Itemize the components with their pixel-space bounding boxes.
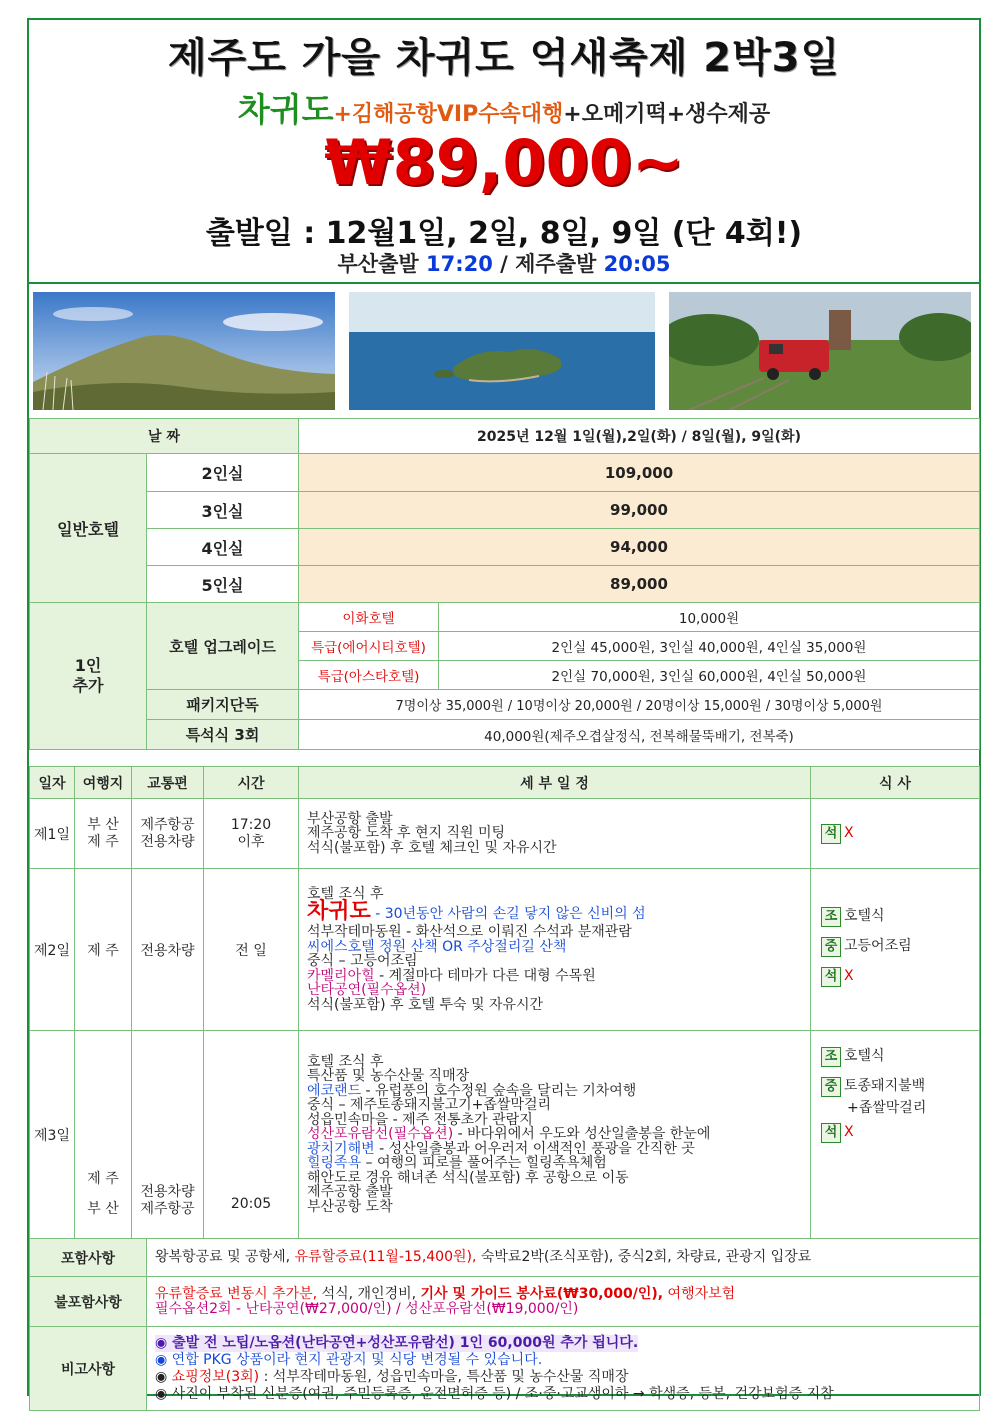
meal-row (821, 1075, 979, 1097)
jeju-departure-label: 제주출발 (515, 252, 597, 276)
room-price: 99,000 (299, 492, 980, 529)
room-type: 3인실 (147, 492, 299, 529)
detail-line: 중식 – 제주토종돼지불고기+좁쌀막걸리 (307, 1097, 552, 1114)
room-price: 109,000 (299, 454, 980, 492)
date-label: 날 짜 (30, 419, 299, 454)
jeju-departure-time: 20:05 (603, 252, 671, 276)
detail-line (307, 901, 810, 925)
detail-line: 난타공연(필수옵션) (307, 982, 427, 999)
place-to: 부 산 (87, 1201, 119, 1217)
notes-label: 비고사항 (30, 1327, 147, 1411)
day-label: 제3일 (30, 1031, 75, 1239)
attraction-name: 힐링족욕 (307, 1155, 362, 1172)
exclude-text (147, 1277, 980, 1327)
upgrade-price: 2인실 70,000원, 3인실 60,000원, 4인실 50,000원 (439, 661, 980, 690)
date-value: 2025년 12월 1일(월),2일(화) / 8일(월), 9일(화) (299, 419, 980, 454)
photo-oreum-hill (33, 292, 335, 410)
transport-2: 전용차량 (140, 833, 195, 850)
price: ₩89,000~ (324, 126, 684, 199)
price-table (29, 418, 980, 750)
day-label: 제1일 (30, 799, 75, 869)
busan-departure-label: 부산출발 (337, 252, 419, 276)
place-from: 부 산 (87, 816, 119, 833)
place: 제 주 (75, 869, 132, 1031)
meal-text: X (844, 1124, 854, 1140)
col-header-time: 시간 (204, 767, 299, 799)
shopping-info: 쇼핑정보(3회) (171, 1368, 260, 1385)
meal-text: 토종돼지불백 (844, 1078, 926, 1094)
departure-times (29, 248, 979, 278)
time-1: 17:20 (230, 816, 272, 833)
room-type: 2인실 (147, 454, 299, 492)
detail (299, 1031, 811, 1239)
col-header-day: 일자 (30, 767, 75, 799)
place-to: 제 주 (87, 833, 119, 850)
detail (299, 869, 811, 1031)
upgrade-hotel: 이화호텔 (299, 603, 439, 632)
exclude-insurance: 여행자보험 (663, 1285, 736, 1302)
detail-line: 부산공항 도착 (307, 1198, 393, 1215)
schedule-table (29, 766, 980, 1239)
subtitle-airport: +김해공항VIP수속대행 (333, 102, 564, 127)
meal (811, 799, 980, 869)
detail-line (307, 1127, 810, 1142)
transport: 전용차량 (132, 869, 204, 1031)
room-type: 5인실 (147, 566, 299, 603)
note-line: ◉ 출발 전 노팁/노옵션(난타공연+성산포유람선) 1인 60,000원 추가 됩니다. (155, 1334, 639, 1351)
package-value: 7명이상 35,000원 / 10명이상 20,000원 / 20명이상 15,000원 / 30명이상 5,000원 (299, 690, 980, 720)
transport (132, 799, 204, 869)
special-meal-label: 특석식 3회 (147, 720, 299, 750)
attraction-desc: - 유럽풍의 호수정원 숲속을 달리는 기차여행 (361, 1082, 637, 1099)
extra-label (30, 603, 147, 750)
day-label: 제2일 (30, 869, 75, 1031)
upgrade-price: 2인실 45,000원, 3인실 40,000원, 4인실 35,000원 (439, 632, 980, 661)
exclude-part: 석식, 개인경비, (317, 1285, 421, 1302)
attraction-desc: - 바다위에서 우도와 성산일출봉을 한눈에 (453, 1126, 711, 1143)
meal-row (821, 965, 979, 995)
meal-row (821, 935, 979, 965)
meal (811, 869, 980, 1031)
detail-line: 씨에스호텔 정원 산책 OR 주상절리길 산책 (307, 938, 567, 955)
place (75, 799, 132, 869)
meal-text: 호텔식 (844, 1048, 885, 1064)
meal-text-extra: +좁쌀막걸리 (847, 1100, 927, 1116)
header (29, 20, 979, 282)
photo-ecoland-train (669, 292, 971, 410)
note-line: ◉ 사진이 부착된 신분증(여권, 주민등록증, 운전면허증 등) / 조·중·고교생이하 → 학생증, 등본, 건강보험증 지참 (155, 1385, 834, 1402)
meal-badge: 석 (821, 1123, 841, 1143)
separator: / (500, 252, 508, 276)
transport-1: 제주항공 (140, 816, 195, 833)
meal-badge: 석 (821, 824, 841, 844)
package-label: 패키지단독 (147, 690, 299, 720)
meal-badge: 조 (821, 907, 841, 927)
note-line (155, 1369, 979, 1386)
meal-badge: 중 (821, 1077, 841, 1097)
highlight-desc: - 30년동안 사람의 손길 닿지 않은 신비의 섬 (370, 906, 646, 923)
time-2: 이후 (237, 833, 265, 850)
transport-2: 제주항공 (140, 1201, 195, 1217)
room-price: 94,000 (299, 529, 980, 566)
include-label: 포함사항 (30, 1239, 147, 1277)
detail-line: 석부작테마동원 - 화산석으로 이뤄진 수석과 분재관람 (307, 924, 632, 941)
col-header-transport: 교통편 (132, 767, 204, 799)
include-text (147, 1239, 980, 1277)
detail-line: 부산공항 출발 (307, 810, 393, 827)
attraction-name: 성산포유람선(필수옵션) (307, 1126, 454, 1143)
attraction-desc: – 여행의 피로를 풀어주는 힐링족욕체험 (361, 1155, 607, 1172)
attraction-name: 카멜리아힐 (307, 967, 375, 984)
detail-line (307, 1156, 810, 1171)
schedule-row-day2 (30, 869, 980, 1031)
place-from: 제 주 (87, 1171, 119, 1187)
subtitle-highlight: 차귀도 (237, 90, 334, 129)
info-table (29, 1238, 980, 1411)
meal-row (821, 1045, 979, 1075)
highlight-chagwido: 차귀도 (307, 899, 371, 925)
detail-line: 중식 – 고등어조림 (307, 953, 418, 970)
detail-line: 해안도로 경유 해녀존 석식(불포함) 후 공항으로 이동 (307, 1169, 629, 1186)
place (75, 1031, 132, 1239)
exclude-line (155, 1287, 979, 1302)
meal-text: X (844, 967, 854, 984)
upgrade-hotel: 특급(아스타호텔) (299, 661, 439, 690)
special-meal-value: 40,000원(제주오겹살정식, 전복해물뚝배기, 전복죽) (299, 720, 980, 750)
meal-text: X (844, 824, 854, 841)
time: 20:05 (204, 1031, 299, 1239)
upgrade-price: 10,000원 (439, 603, 980, 632)
attraction-desc: - 계절마다 테마가 다른 대형 수목원 (374, 967, 596, 984)
extra-label-line2: 추가 (72, 676, 104, 695)
include-part: 왕복항공료 및 공항세, (155, 1249, 295, 1265)
departure-dates: 출발일 : 12월1일, 2일, 8일, 9일 (단 4회!) (205, 216, 803, 251)
detail-line: 제주공항 도착 후 현지 직원 미팅 (307, 825, 506, 842)
meal-badge: 중 (821, 937, 841, 957)
detail-line: 성읍민속마을 - 제주 전통초가 관람지 (307, 1111, 533, 1128)
hotel-label: 일반호텔 (30, 454, 147, 603)
bullet: ◉ (155, 1368, 172, 1385)
exclude-options: 필수옵션2회 - 난타공연(₩27,000/인) / 성산포유람선(₩19,000/인) (155, 1300, 579, 1317)
flyer (27, 18, 981, 1402)
busan-departure-time: 17:20 (425, 252, 493, 276)
schedule-row-day3 (30, 1031, 980, 1239)
schedule-row-day1 (30, 799, 980, 869)
meal-text: 고등어조림 (844, 937, 912, 954)
detail-line: 호텔 조식 후 (307, 1053, 384, 1070)
shopping-list: : 석부작테마동원, 성읍민속마을, 특산품 및 농수산물 직매장 (259, 1368, 629, 1385)
exclude-label: 불포함사항 (30, 1277, 147, 1327)
notes (147, 1327, 980, 1411)
page-title: 제주도 가을 차귀도 억새축제 2박3일 (167, 35, 841, 81)
photo-chagwido-island (349, 292, 655, 410)
detail-line: 호텔 조식 후 (307, 885, 384, 902)
transport (132, 1031, 204, 1239)
upgrade-hotel: 특급(에어시티호텔) (299, 632, 439, 661)
meal-row (821, 905, 979, 935)
meal-badge: 조 (821, 1047, 841, 1067)
meal (811, 1031, 980, 1239)
subtitle-extras: +오메기떡+생수제공 (563, 102, 771, 127)
extra-label-line1: 1인 (74, 656, 102, 675)
meal-row (821, 1121, 979, 1151)
detail-line: 제주공항 출발 (307, 1184, 393, 1201)
include-fuel: 유류할증료(11월-15,400원), (294, 1249, 477, 1265)
exclude-tip: 기사 및 가이드 봉사료(₩30,000/인), (420, 1285, 664, 1302)
col-header-meal: 식 사 (811, 767, 980, 799)
attraction-desc: - 성산일출봉과 어우러저 이색적인 풍광을 간직한 곳 (374, 1140, 695, 1157)
col-header-place: 여행지 (75, 767, 132, 799)
transport-1: 전용차량 (140, 1184, 195, 1200)
time (204, 799, 299, 869)
time: 전 일 (204, 869, 299, 1031)
note-line: ◉ 연합 PKG 상품이라 현지 관광지 및 식당 변경될 수 있습니다. (155, 1351, 543, 1368)
col-header-detail: 세 부 일 정 (299, 767, 811, 799)
detail-line: 특산품 및 농수산물 직매장 (307, 1068, 470, 1085)
detail-line: 석식(불포함) 후 호텔 투숙 및 자유시간 (307, 996, 544, 1013)
include-part: 숙박료2박(조식포함), 중식2회, 차량료, 관광지 입장료 (476, 1249, 812, 1265)
exclude-fuel: 유류할증료 변동시 추가분, (155, 1285, 318, 1302)
upgrade-label: 호텔 업그레이드 (147, 603, 299, 690)
subtitle (29, 84, 979, 131)
detail-line: 석식(불포함) 후 호텔 체크인 및 자유시간 (307, 839, 557, 856)
meal-text: 호텔식 (844, 907, 885, 924)
photo-strip (29, 282, 979, 418)
detail (299, 799, 811, 869)
room-price: 89,000 (299, 566, 980, 603)
attraction-name: 에코랜드 (307, 1082, 362, 1099)
meal-badge: 석 (821, 967, 841, 987)
attraction-name: 광치기해변 (307, 1140, 375, 1157)
room-type: 4인실 (147, 529, 299, 566)
